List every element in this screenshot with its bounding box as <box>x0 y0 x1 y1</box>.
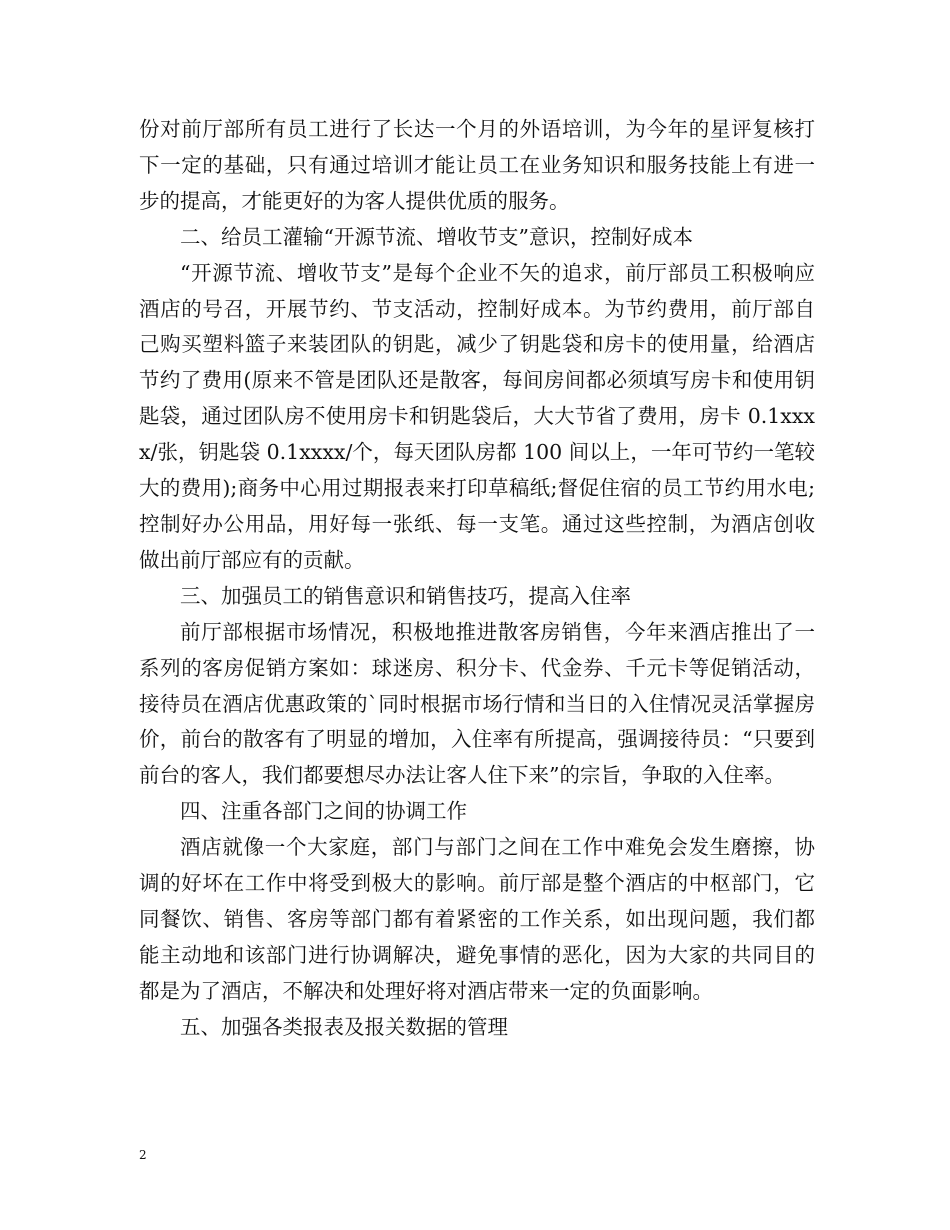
paragraph-coordination: 酒店就像一个大家庭，部门与部门之间在工作中难免会发生磨擦，协调的好坏在工作中将受到极大的影响。前厅部是整个酒店的中枢部门，它同餐饮、销售、客房等部门都有着紧密的工作关系，如出现问题，我们都能主动地和该部门进行协调解决，避免事情的恶化，因为大家的共同目的都是为了酒店，不解决和处理好将对酒店带来一定的负面影响。 <box>139 835 815 1003</box>
body-text <box>139 112 815 1046</box>
heading-sales-skills: 三、加强员工的销售意识和销售技巧，提高入住率 <box>180 583 631 608</box>
paragraph-training-continued: 份对前厅部所有员工进行了长达一个月的外语培训，为今年的星评复核打下一定的基础，只有通过培训才能让员工在业务知识和服务技能上有进一步的提高，才能更好的为客人提供优质的服务。 <box>139 117 815 213</box>
page-number: 2 <box>139 1148 147 1162</box>
paragraph-cost-control: “开源节流、增收节支”是每个企业不矢的追求，前厅部员工积极响应酒店的号召，开展节约、节支活动，控制好成本。为节约费用，前厅部自己购买塑料篮子来装团队的钥匙，减少了钥匙袋和房卡的使用量，给酒店节约了费用(原来不管是团队还是散客，每间房间都必须填写房卡和使用钥匙袋，通过团队房不使用房卡和钥匙袋后，大大节省了费用，房卡 0.1xxxx/张，钥匙袋 0.1xxxx/个，每天团队房都 100 间以上，一年可节约一笔较大的费用);商务中心用过期报表来打印草稿纸;督促住宿的员工节约用水电;控制好办公用品，用好每一张纸、每一支笔。通过这些控制，为酒店创收做出前厅部应有的贡献。 <box>139 260 815 572</box>
heading-reports: 五、加强各类报表及报关数据的管理 <box>180 1014 508 1039</box>
heading-cost-control: 二、给员工灌输“开源节流、增收节支”意识，控制好成本 <box>180 224 693 249</box>
heading-coordination: 四、注重各部门之间的协调工作 <box>180 799 467 824</box>
paragraph-sales-skills: 前厅部根据市场情况，积极地推进散客房销售，今年来酒店推出了一系列的客房促销方案如：球迷房、积分卡、代金券、千元卡等促销活动，接待员在酒店优惠政策的`同时根据市场行情和当日的入住情况灵活掌握房价，前台的散客有了明显的增加，入住率有所提高，强调接待员：“只要到前台的客人，我们都要想尽办法让客人住下来”的宗旨，争取的入住率。 <box>139 619 815 788</box>
